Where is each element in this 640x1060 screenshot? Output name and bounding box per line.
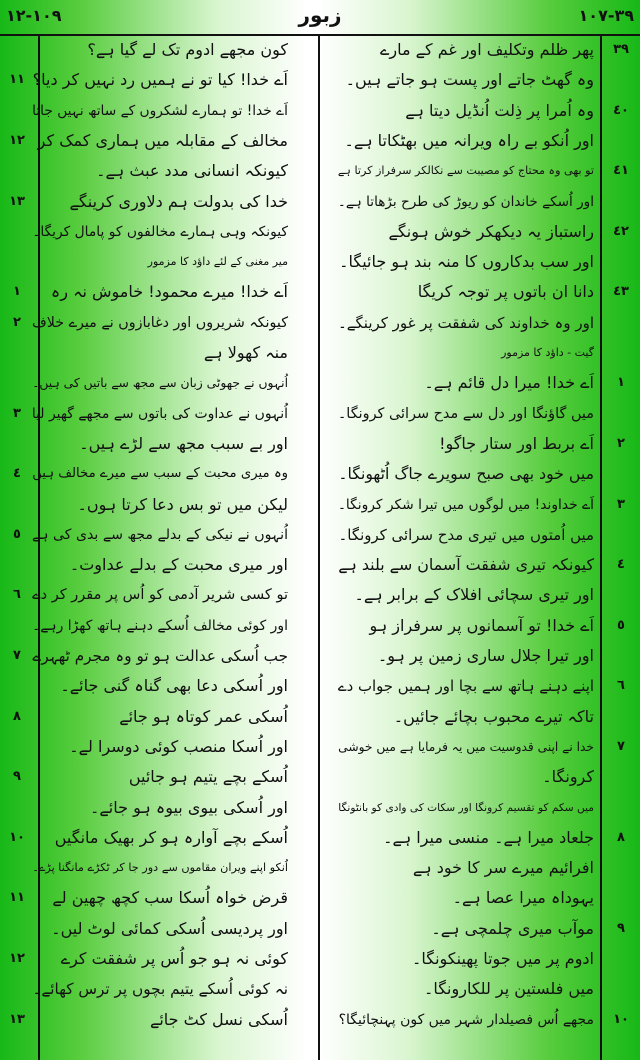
verse-line: اُنکو اپنے ویران مقاموں سے دور جا کر ٹکڑے مانگنا پڑے۔ [32,861,288,875]
verse-line: کون مجھے ادوم تک لے گیا ہے؟ [87,40,288,59]
verse-line: ادوم پر میں جوتا پھینکونگا۔ [411,949,594,969]
verse-line: اَے خدا! تو ہمارے لشکروں کے ساتھ نہیں جاتا [32,102,288,119]
verse-line: مجھے اُس فصیلدار شہر میں کون پہنچائیگا؟ [338,1011,594,1028]
verse-number: ٤١ [613,163,629,179]
psalm-superscription: گیت - داؤد کا مزمور [501,346,594,360]
verse-number: ٧ [617,738,625,754]
verse-line: اور وہ خداوند کی شفقت پر غور کرینگے۔ [337,313,594,332]
verse-number: ٨ [617,829,625,845]
verse-line: قرض خواہ اُسکا سب کچھ چھین لے [52,888,288,908]
verse-number: ١٢ [9,132,25,148]
verse-line: اَے خداوند! میں لوگوں میں تیرا شکر کرونگا۔ [337,496,594,513]
verse-number: ٣٩ [613,42,629,57]
left-chapter-reference: ١٠٩-١٢ [6,6,62,25]
verse-number: ٩ [617,920,625,936]
verse-line: اور تیری سچائی افلاک کے برابر ہے۔ [354,585,594,605]
verse-number: ٧ [13,648,21,664]
verse-line: نہ کوئی اُسکے یتیم بچوں پر ترس کھائے۔ [32,980,288,999]
verse-line: جب اُسکی عدالت ہو تو وہ مجرم ٹھہرے [32,647,288,666]
verse-line: کوئی نہ ہو جو اُس پر شفقت کرے [60,949,288,969]
verse-line: اُسکی عمر کوتاہ ہو جائے [119,706,288,726]
verse-line: اور تیرا جلال ساری زمین پر ہو۔ [377,646,594,666]
verse-line: اُنہوں نے جھوٹی زبان سے مجھ سے باتیں کی ہیں۔ [32,376,288,391]
verse-line: اور اُسکی دعا بھی گناہ گنی جائے۔ [60,676,288,696]
verse-line: اَے خدا! کیا تو نے ہمیں رد نہیں کر دیا؟ [32,70,288,90]
verse-number: ٦ [617,678,625,694]
verse-number: ٨ [13,708,21,724]
verse-line: اُنہوں نے نیکی کے بدلے مجھ سے بدی کی ہے [31,526,288,543]
verse-line: تو بھی وہ محتاج کو مصیبت سے نکالکر سرفراز کرتا ہے [337,164,594,178]
verse-number: ٤ [13,466,21,482]
verse-line: تو کسی شریر آدمی کو اُس پر مقرر کر دے [32,587,288,604]
verse-line: میں اُمتوں میں تیری مدح سرائی کرونگا۔ [338,525,594,544]
verse-line: راستباز یہ دیکھکر خوش ہونگے [388,221,594,241]
verse-number: ١٣ [9,193,25,209]
verse-line: تاکہ تیرے محبوب بچائے جائیں۔ [393,706,594,726]
psalm-superscription: میر مغنی کے لئے داؤد کا مزمور [147,255,288,269]
verse-line: اَے بربط اور ستار جاگو! [439,433,594,453]
left-margin-rule [38,34,40,1060]
verse-line: یہوداہ میرا عصا ہے۔ [452,888,594,908]
verse-number: ٣ [13,405,21,421]
verse-line: لیکن میں تو بس دعا کرتا ہوں۔ [77,494,288,514]
verse-line: اَے خدا! میرے محمود! خاموش نہ رہ [50,282,288,302]
verse-number: ٥ [13,526,21,542]
verse-line: کیونکہ شریروں اور دغابازوں نے میرے خلاف [31,314,288,331]
verse-line: اور کوئی مخالف اُسکے دہنے ہاتھ کھڑا رہے۔ [32,617,288,634]
verse-line: وہ میری محبت کے سبب سے میرے مخالف ہیں [32,466,288,482]
verse-line: اور میری محبت کے بدلے عداوت۔ [69,555,288,575]
verse-line: اُنہوں نے عداوت کی باتوں سے مجھے گھیر لیا [31,405,288,422]
verse-line: کیونکہ تیری شفقت آسمان سے بلند ہے [338,555,594,575]
verse-number: ٤٣ [613,284,629,300]
verse-line: موآب میری چلمچی ہے۔ [431,918,594,938]
verse-line: اور اُسکا منصب کوئی دوسرا لے۔ [69,736,288,756]
verse-number: ٤٠ [613,102,629,118]
verse-line: اَے خدا! میرا دل قائم ہے۔ [424,373,594,393]
verse-number: ٥ [617,617,625,633]
verse-number: ١٢ [9,951,25,967]
verse-line: خدا کی بدولت ہم دلاوری کرینگے [69,191,288,211]
verse-number: ١١ [9,890,25,906]
verse-number: ٢ [13,314,21,330]
verse-line: اپنے دہنے ہاتھ سے بچا اور ہمیں جواب دے [337,677,594,696]
verse-line: میں گاؤنگا اور دل سے مدح سرائی کرونگا۔ [337,405,594,422]
verse-line: افرائیم میرے سر کا خود ہے [412,858,594,878]
verse-number: ١٠ [9,829,25,845]
verse-number: ٢ [617,435,625,451]
verse-line: اور اُسکی بیوی بیوہ ہو جائے۔ [90,797,288,817]
verse-line: کیونکہ انسانی مدد عبث ہے۔ [96,161,288,181]
verse-number: ٤٢ [613,223,629,239]
column-divider [318,34,320,1060]
page-header [0,0,640,36]
verse-line: وہ اُمرا پر ذِلت اُنڈیل دیتا ہے [405,100,594,120]
verse-number: ٣ [617,496,625,512]
verse-line: اور بے سبب مجھ سے لڑے ہیں۔ [79,433,288,453]
verse-line: اور پردیسی اُسکی کمائی لوٹ لیں۔ [51,918,288,938]
verse-line: خدا نے اپنی قدوسیت میں یہ فرمایا ہے میں خوشی [338,739,594,754]
verse-line: اُسکی نسل کٹ جائے [149,1009,288,1029]
verse-line: منہ کھولا ہے [203,343,288,363]
verse-line: اُسکے بچے یتیم ہو جائیں [128,767,288,787]
right-margin-rule [600,34,602,1060]
verse-number: ١١ [9,72,25,88]
verse-line: میں خود بھی صبح سویرے جاگ اُٹھونگا۔ [338,464,594,484]
verse-line: میں فلستین پر للکارونگا۔ [423,979,594,999]
verse-line: اُسکے بچے آوارہ ہو کر بھیک مانگیں [54,827,288,847]
verse-line: اور سب بدکاروں کا منہ بند ہو جائیگا۔ [339,252,594,272]
verse-line: مخالف کے مقابلہ میں ہماری کمک کر [37,130,288,150]
verse-line: میں سکم کو تقسیم کرونگا اور سکات کی وادی کو بانٹونگا [338,800,594,814]
verse-line: کیونکہ وہی ہمارے مخالفوں کو پامال کریگا۔ [32,223,288,240]
verse-number: ١٠ [613,1011,629,1027]
verse-number: ٩ [13,769,21,785]
right-chapter-reference: ٣٩-١٠٧ [578,6,634,25]
verse-line: پھر ظلم وتکلیف اور غم کے مارے [379,40,594,59]
verse-number: ١ [13,284,21,300]
verse-line: کرونگا۔ [542,767,594,787]
verse-line: اور اُسکے خاندان کو ریوڑ کی طرح بڑھاتا ہے۔ [337,193,594,210]
verse-number: ١ [617,375,625,391]
verse-line: دانا ان باتوں پر توجہ کریگا [417,282,594,302]
verse-number: ٦ [13,587,21,603]
verse-line: اَے خدا! تو آسمانوں پر سرفراز ہو [369,615,594,635]
verse-number: ١٣ [9,1011,25,1027]
book-title: زبور [298,3,342,27]
verse-line: جلعاد میرا ہے۔ منسی میرا ہے۔ [383,827,594,847]
verse-line: اور اُنکو بے راہ ویرانہ میں بھٹکاتا ہے۔ [344,130,594,150]
verse-number: ٤ [617,557,625,573]
verse-line: وہ گھٹ جاتے اور پست ہو جاتے ہیں۔ [345,70,594,90]
